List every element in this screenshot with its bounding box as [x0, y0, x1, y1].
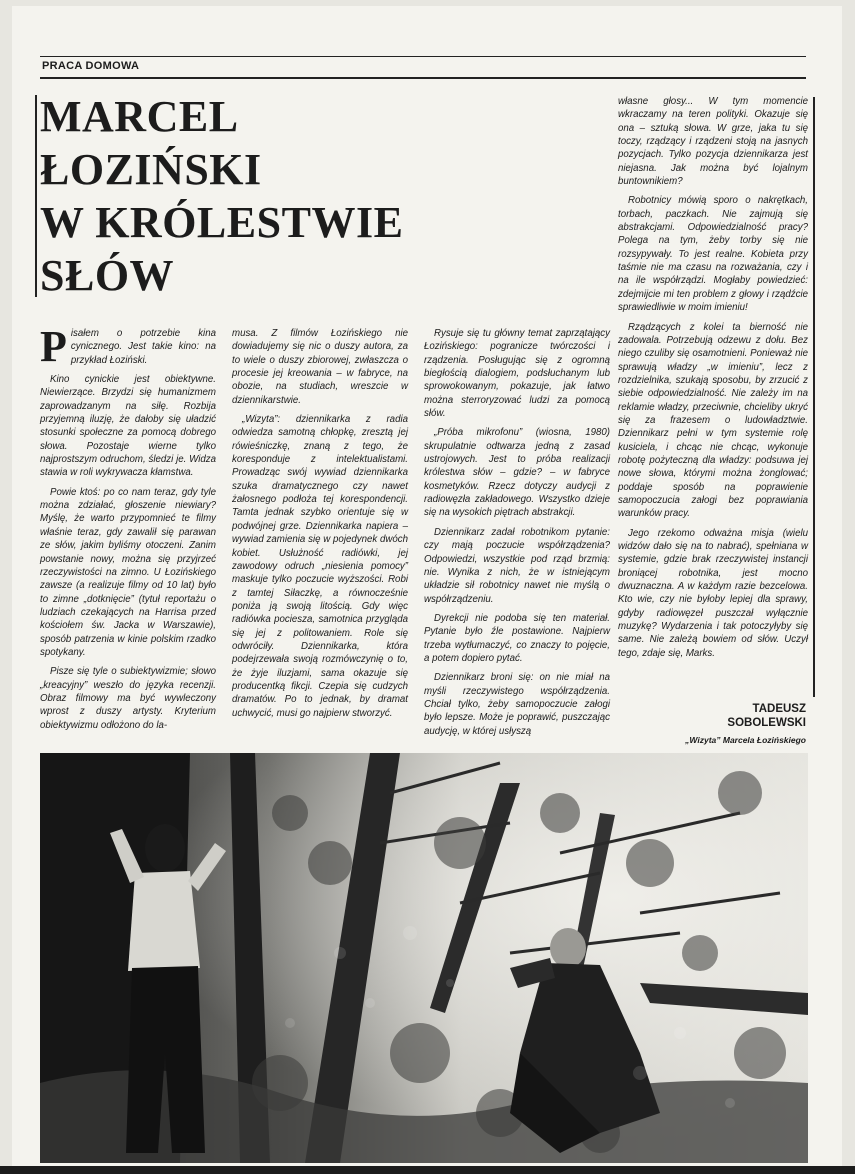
film-still-photo [40, 753, 808, 1163]
paragraph: musa. Z filmów Łozińskiego nie dowiadujemy się nic o duszy autora, za to wiele o duszy zbiorowej, zwłaszcza o procesie jej kreowania – w fabryce, na obozie, na studiach, wreszcie w dziennikarstwie. [232, 328, 408, 406]
headline-line-4: SŁÓW [40, 251, 175, 300]
paragraph: Kino cynickie jest obiektywne. Niewierzące. Brzydzi się humanizmem zaprowadzanym na siłę. Rozbija przyjemną iluzję, że dałoby się uładzić stosunki społeczne za pomocą dobrego słowa. Pozostaje wierne tylko najprostszym odruchom, śledzi je. Widza stawia w roli wykrywacza kłamstwa. [40, 374, 216, 479]
paragraph [40, 322, 216, 371]
header-rule-bottom [40, 77, 806, 79]
drop-cap: P [40, 322, 67, 371]
film-still-illustration [40, 753, 808, 1163]
text-column-4 [618, 95, 808, 666]
author-last-name: SOBOLEWSKI [727, 717, 806, 729]
author-first-name: TADEUSZ [752, 703, 806, 715]
paragraph: Dziennikarz zadał robotnikom pytanie: czy mają poczucie współrządzenia? Odpowiedzi, wszystkie pod rząd brzmią: nie. Wynika z nich, że w istniejącym układzie sił robotnicy nawet nie myślą o współrządzeniu. [424, 526, 610, 605]
headline-line-1: MARCEL [40, 92, 239, 141]
article-headline [40, 90, 430, 302]
column-side-rule [813, 97, 815, 697]
paragraph: Dyrekcji nie podoba się ten materiał. Pytanie było źle postawione. Najpierw trzeba wytłumaczyć, co znaczy to pojęcie, a potem dopiero pytać. [424, 612, 610, 664]
paragraph: „Próba mikrofonu” (wiosna, 1980) skrupulatnie odtwarza jedną z zasad ustrojowych. Jest to próba realizacji królestwa słów – gdzie? – w fabryce kosmetyków. Rzecz dotyczy audycji z radiowęzła zakładowego. Wszystko dzieje się na wysokich piętrach abstrakcji. [424, 427, 610, 519]
paragraph: Powie ktoś: po co nam teraz, gdy tyle można zdziałać, głoszenie niewiary? Myślę, że warto przypomnieć te filmy właśnie teraz, gdy zawalił się parawan ze słów, jakim byliśmy otoczeni. Zanim powstanie nowy, można się przyjrzeć rzeczywistości na zimno. U Łozińskiego zawsze (a realizuje filmy od 10 lat) było to zimne „dotknięcie” (tytuł reportażu o ludziach czekających na Harrisa przed kościołem św. Jacka w Warszawie), sposób patrzenia w kinie polskim rzadko spotykany. [40, 486, 216, 658]
text-column-3 [424, 327, 610, 744]
paragraph: Rządzących z kolei ta bierność nie zadowala. Potrzebują odzewu z dołu. Bez niego czuliby się osamotnieni. Ponieważ nie sprawują władzy „w imieniu”, lecz z rozdzielnika, szukają sposobu, by zrzucić z siebie odpowiedzialność. Nie zależy im na reklamie władzy, przeciwnie, chcieliby ukryć się za frazesem o ludowładztwie. Dziennikarz pełni w tym systemie rolę kusiciela, i chcąc nie chcąc, wykonuje robotę pożyteczną dla władzy: podsuwa jej nowe słowa, którymi można żonglować; poddaje sposób na poprawienie samopoczucia załogi bez poprawiania warunków pracy. [618, 321, 808, 520]
paragraph: Jego rzekomo odważna misja (wielu widzów dało się na to nabrać), spełniana w systemie, gdzie brak rzeczywistej instancji broniącej robotnika, jest mocno dwuznaczna. A w każdym razie bezcelowa. Kto wie, czy nie byłoby lepiej dla sprawy, gdyby radiowęzeł puszczał wyłącznie muzykę? Wydarzenia i tak potoczyłyby się same. Nie zależą bowiem od słów. Uczył tego, zdaje się, Marks. [618, 527, 808, 659]
paragraph: Pisze się tyle o subiektywizmie; słowo „kreacyjny” weszło do języka recenzji. Obraz filmowy ma być wywleczony wprost z duszy artysty. Kryterium obiektywizmu odłożono do la- [40, 666, 216, 731]
text-column-2 [232, 327, 408, 726]
author-byline [680, 702, 806, 730]
headline-line-2: ŁOZIŃSKI [40, 145, 262, 194]
paragraph: Robotnicy mówią sporo o nakrętkach, torbach, paczkach. Nie zajmują się abstrakcjami. Odpowiedzialność pracy? Polega na tym, żeby torby się nie rozsypywały. To jest realne. Kobieta przy taśmie nie ma czasu na rozważania, czy i na ile współrządzi. Mogłaby powiedzieć: zdejmijcie mi ten problem z głowy i rządźcie sprawiedliwie w moim imieniu! [618, 195, 808, 314]
photo-caption: „Wizyta” Marcela Łozińskiego [685, 735, 806, 745]
paragraph: Dziennikarz broni się: on nie miał na myśli rzeczywistego współrządzenia. Chciał tylko, żeby samopoczucie załogi było lepsze. Może je poprawić, puszczając audycję, w której usłyszą [424, 672, 610, 737]
paragraph: Rysuje się tu główny temat zaprzątający Łozińskiego: pogranicze twórczości i rządzenia. Posługując się z ogromną biegłością dialogiem, podsłuchanym lub sprowokowanym, pokazuje, jak łatwo można sterroryzować ludzi za pomocą słów. [424, 328, 610, 420]
headline-side-rule [35, 95, 37, 297]
headline-line-3: W KRÓLESTWIE [40, 198, 404, 247]
paragraph: własne głosy... W tym momencie wkraczamy na teren polityki. Okazuje się ona – sztuką słowa. W grze, jaka tu się toczy, rządzący i rządzeni stoją na jasnych pozycjach. Tylko pozycja dziennikarza jest niejasna. Jak można być lojalnym buntownikiem? [618, 96, 808, 188]
text-column-1 [40, 322, 216, 738]
paragraph: „Wizyta”: dziennikarka z radia odwiedza samotną chłopkę, zresztą jej rówieśniczkę, znaną z tego, że koresponduje z intelektualistami. Prowadząc swój wywiad dziennikarka szuka dramatycznego czy nawet żałosnego podłoża tej korespondencji. Tamta jednak szybko orientuje się w podwójnej grze. Dziennikarka napiera – wywiad zamienia się w pojedynek dwóch kobiet. Usłużność radiówki, jej zawodowy odruch „niesienia pomocy” maskuje tylko poczucie wyższości. Robi z tamtej Siłaczkę, a równocześnie poniża ją swoją litością. Gdy więc radiówka pociesza, samotnica przygląda się jej z politowaniem. Role się odwróciły. Dziennikarka, która podejrzewała swoją rozmówczynię o to, że żyje iluzjami, sama okazuje się producentką fikcji. Czepia się cudzych dramatów. Po to jednak, by dramat uchwycić, musi go najpierw stworzyć. [232, 414, 408, 719]
header-rule-top [40, 56, 806, 57]
page-bottom-edge [0, 1166, 855, 1174]
paragraph-text: isałem o potrzebie kina cynicznego. Jest takie kino: na przykład Łoziński. [70, 328, 216, 366]
section-label: PRACA DOMOWA [42, 60, 140, 72]
